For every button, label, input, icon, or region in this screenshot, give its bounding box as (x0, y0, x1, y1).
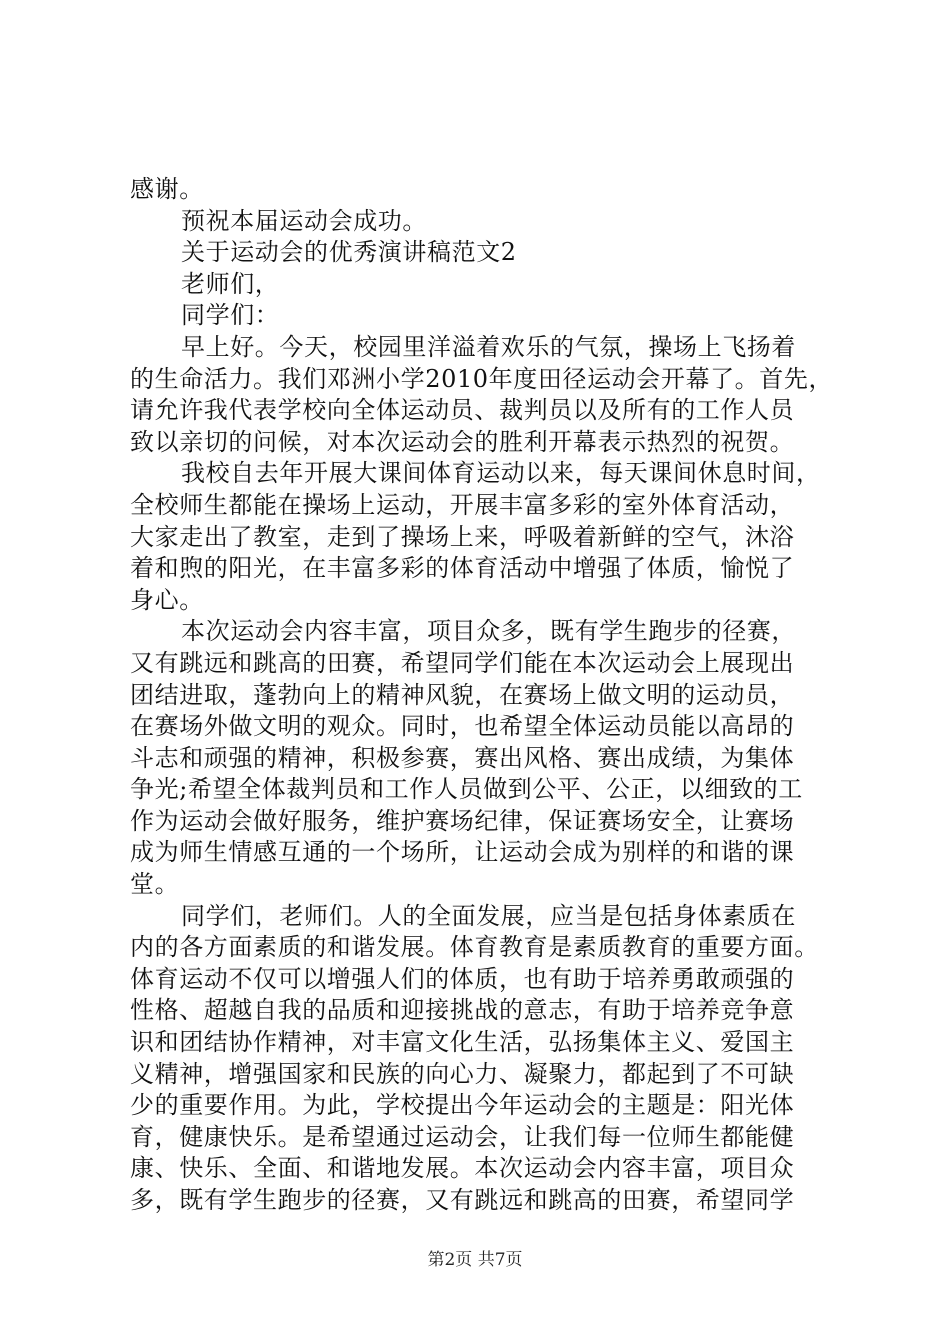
text-line: 着和煦的阳光，在丰富多彩的体育活动中增强了体质，愉悦了 (130, 554, 795, 583)
text-line: 堂。 (130, 870, 180, 899)
page-number-footer: 第2页 共7页 (427, 1250, 523, 1270)
text-line: 预祝本届运动会成功。 (181, 206, 427, 235)
text-line: 体育运动不仅可以增强人们的体质，也有助于培养勇敢顽强的 (130, 964, 795, 993)
text-line: 又有跳远和跳高的田赛，希望同学们能在本次运动会上展现出 (130, 648, 795, 677)
text-line: 请允许我代表学校向全体运动员、裁判员以及所有的工作人员 (130, 396, 795, 425)
text-line: 性格、超越自我的品质和迎接挑战的意志，有助于培养竞争意 (130, 996, 795, 1025)
text-line: 同学们，老师们。人的全面发展，应当是包括身体素质在 (181, 901, 796, 930)
text-line: 识和团结协作精神，对丰富文化生活，弘扬集体主义、爱国主 (130, 1028, 795, 1057)
text-line: 致以亲切的问候，对本次运动会的胜利开幕表示热烈的祝贺。 (130, 427, 795, 456)
text-line: 大家走出了教室，走到了操场上来，呼吸着新鲜的空气，沐浴 (130, 522, 795, 551)
text-line: 义精神，增强国家和民族的向心力、凝聚力，都起到了不可缺 (130, 1059, 795, 1088)
text-line: 成为师生情感互通的一个场所，让运动会成为别样的和谐的课 (130, 838, 795, 867)
document-body (130, 174, 834, 1217)
text-line: 多，既有学生跑步的径赛，又有跳远和跳高的田赛，希望同学 (130, 1186, 795, 1214)
text-line: 争光;希望全体裁判员和工作人员做到公平、公正，以细致的工 (130, 775, 803, 804)
text-line: 身心。 (130, 585, 204, 614)
text-line: 内的各方面素质的和谐发展。体育教育是素质教育的重要方面。 (130, 933, 819, 962)
text-line: 育，健康快乐。是希望通过运动会，让我们每一位师生都能健 (130, 1122, 795, 1151)
text-line: 关于运动会的优秀演讲稿范文2 (181, 238, 517, 267)
text-line: 早上好。今天，校园里洋溢着欢乐的气氛，操场上飞扬着 (181, 332, 796, 361)
text-line: 感谢。 (130, 175, 204, 203)
text-line: 全校师生都能在操场上运动，开展丰富多彩的室外体育活动， (130, 490, 795, 519)
text-line: 康、快乐、全面、和谐地发展。本次运动会内容丰富，项目众 (130, 1154, 795, 1183)
text-line: 作为运动会做好服务，维护赛场纪律，保证赛场安全，让赛场 (130, 806, 795, 835)
text-line: 的生命活力。我们邓洲小学2010年度田径运动会开幕了。首先， (130, 364, 834, 393)
text-line: 少的重要作用。为此，学校提出今年运动会的主题是：阳光体 (130, 1091, 795, 1120)
text-line: 在赛场外做文明的观众。同时，也希望全体运动员能以高昂的 (130, 712, 795, 741)
text-line: 本次运动会内容丰富，项目众多，既有学生跑步的径赛， (181, 617, 796, 646)
text-line: 团结进取，蓬勃向上的精神风貌，在赛场上做文明的运动员， (130, 680, 795, 709)
text-line: 老师们， (181, 269, 280, 298)
text-line: 斗志和顽强的精神，积极参赛，赛出风格、赛出成绩，为集体 (130, 743, 795, 772)
text-line: 我校自去年开展大课间体育运动以来，每天课间休息时间， (181, 459, 821, 488)
text-line: 同学们： (181, 301, 280, 330)
